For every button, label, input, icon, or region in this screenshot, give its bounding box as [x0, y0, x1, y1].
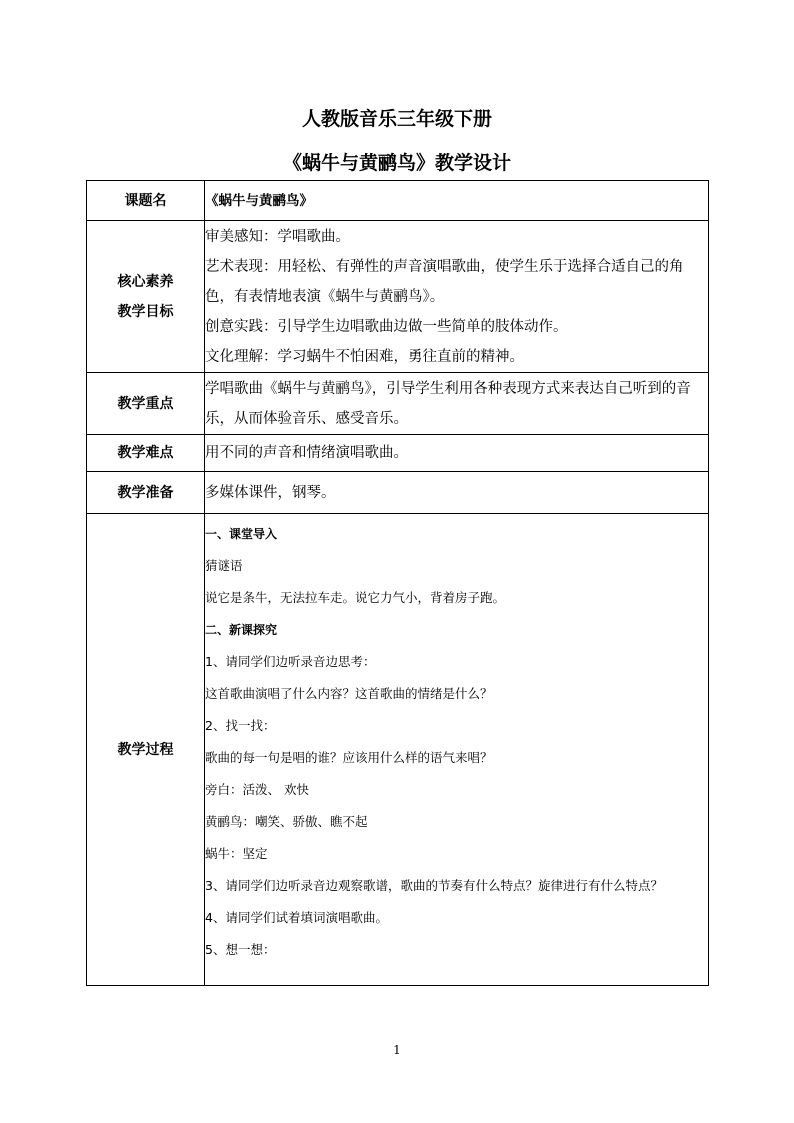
process-line: 3、请同学们边听录音边观察歌谱，歌曲的节奏有什么特点？旋律进行有什么特点？: [205, 878, 663, 893]
value-key-points: 学唱歌曲《蜗牛与黄鹂鸟》，引导学生利用各种表现方式来表达自己听到的音乐，从而体验音乐、感受音乐。: [205, 373, 709, 435]
value-difficulties: 用不同的声音和情绪演唱歌曲。: [205, 435, 709, 472]
label-goals-line1: 核心素养: [117, 273, 174, 290]
process-line: 这首歌曲演唱了什么内容？这首歌曲的情绪是什么？: [205, 686, 493, 701]
goal-aesthetic: 审美感知：学唱歌曲。: [205, 228, 350, 245]
process-line: 旁白：活泼、 欢快: [205, 782, 309, 797]
goal-culture: 文化理解：学习蜗牛不怕困难，勇往直前的精神。: [205, 348, 524, 365]
process-line: 说它是条牛，无法拉车走。说它力气小，背着房子跑。: [205, 590, 506, 605]
process-line: 蜗牛：坚定: [205, 846, 268, 861]
process-section-explore: 二、新课探究: [205, 623, 278, 637]
value-goals: [205, 221, 709, 373]
table-row-goals: [87, 221, 709, 373]
label-key-points: 教学重点: [87, 373, 205, 435]
page-number: 1: [393, 1043, 401, 1057]
value-process: [205, 514, 709, 986]
document-title: 人教版音乐三年级下册: [301, 108, 492, 130]
label-difficulties: 教学难点: [87, 435, 205, 472]
document-subtitle: 《蜗牛与黄鹂鸟》教学设计: [282, 152, 511, 174]
process-line: 黄鹂鸟：嘲笑、骄傲、瞧不起: [205, 814, 368, 829]
label-goals: [87, 221, 205, 373]
process-line: 5、想一想：: [205, 942, 276, 957]
table-row-process: [87, 514, 709, 986]
process-section-intro: 一、课堂导入: [205, 527, 278, 541]
goal-creative: 创意实践：引导学生边唱歌曲边做一些简单的肢体动作。: [205, 318, 568, 335]
table-row-preparation: [87, 472, 709, 514]
process-line: 1、请同学们边听录音边思考：: [205, 654, 376, 669]
label-process: 教学过程: [87, 514, 205, 986]
label-topic: 课题名: [87, 181, 205, 221]
process-line: 2、找一找：: [205, 718, 276, 733]
process-line: 4、请同学们试着填词演唱歌曲。: [205, 910, 388, 925]
lesson-plan-table: [86, 180, 709, 986]
process-line: 猜谜语: [205, 558, 243, 573]
label-goals-line2: 教学目标: [117, 303, 174, 320]
goal-expression: 艺术表现：用轻松、有弹性的声音演唱歌曲，使学生乐于选择合适自己的角色，有表情地表演《蜗牛与黄鹂鸟》。: [205, 258, 684, 305]
process-line: 歌曲的每一句是唱的谁？应该用什么样的语气来唱？: [205, 750, 493, 765]
table-row-difficulties: [87, 435, 709, 472]
table-row-key-points: [87, 373, 709, 435]
label-preparation: 教学准备: [87, 472, 205, 514]
value-preparation: 多媒体课件，钢琴。: [205, 472, 709, 514]
table-row-topic: [87, 181, 709, 221]
value-topic: 《蜗牛与黄鹂鸟》: [205, 181, 709, 221]
